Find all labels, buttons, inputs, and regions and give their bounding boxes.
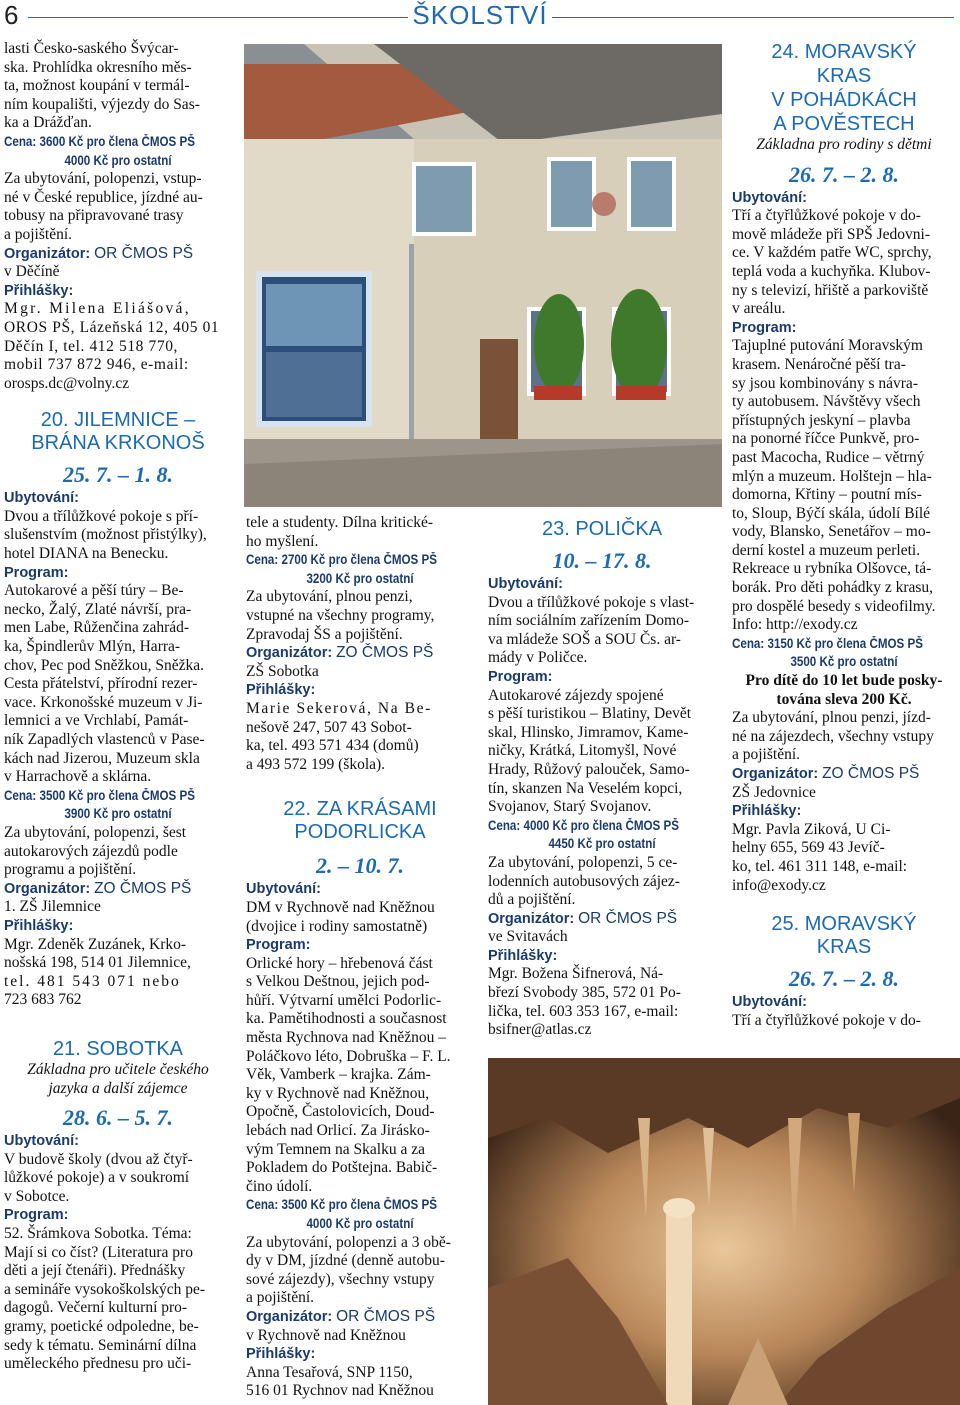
registration-label: Přihlášky: [4, 282, 74, 299]
registration-contact: Mgr. Milena Eliášová, OROS PŠ, Lázeňská 12, 405 01 Děčín I, tel. 412 518 770, mobil 737 872 946, e-mail: orosps.dc@volny.cz [4, 300, 220, 392]
program-text: Tajuplné putování Moravským krasem. Nenáročné pěší tra- sy jsou kombinovány s návra- ty autobusem. Návštěvy všech přístupných jeskyní – plavba na ponorné říčce Punkvě, pro- past Macocha, Rudice – větrný mlýn a muzeum. Holštejn – hla- domorna, Křtiny – poutní mís- to, Sloup, Býčí skála, údolí Bílé vody, Blansko, Senetářov – mo- derní kostel a muzeum perleti. Rekreace u rybníka Olšovce, tá- borák. Pro děti pohádky z krasu, pro dospělé besedy s videofilmy. Info: http://exody.cz [732, 337, 936, 634]
section-20-dates: 25. 7. – 1. 8. [63, 462, 173, 488]
column-2 [246, 514, 474, 1401]
organizer-place: v Děčíně [4, 263, 60, 281]
program-text: Autokarové a pěší túry – Be- necko, Žalý, Zlaté návrší, pra- men Labe, Růženčina zahrád- ka, Špindlerův Mlýn, Harra- chov, Pec pod Sněžkou, Sněžka. Cesta přátelství, přírodní rezer- vace. Krkonošské muzeum v Ji- lemnici a ve Vrchlabí, Památ- ník Zapadlých vlastenců v Pase- kách nad Jizerou, Muzeum skla v Harrachově a sklárna. [4, 582, 205, 786]
price-includes: Za ubytování, polopenzi, šest autokarových zájezdů podle programu a pojištění. [4, 823, 187, 879]
program-text: Orlické hory – hřebenová část s Velkou Deštnou, jejich pod- hůří. Výtvarní umělci Podorlic- ka. Pamětihodnosti a současnost města Rychnova nad Kněžnou – Poláčkovo léto, Dobruška – F. L. Věk, Vamberk – krajka. Zám- ky v Rychnově nad Kněžnou, Opočně, Častolovicích, Doud- lebách nad Orlicí. Za Jirásko- vým Temnem na Skalku a za Pokladem do Potštejna. Babič- čino údolí. [246, 954, 451, 1195]
registration-label: Přihlášky: [246, 1346, 316, 1363]
organizer-place: ZŠ Jedovnice [732, 783, 816, 801]
registration-label: Přihlášky: [4, 917, 74, 934]
price-member: Cena: 2700 Kč pro člena ČMOS PŠ [246, 552, 437, 568]
accommodation-text: Tří a čtyřlůžkové pokoje v do- [732, 1011, 921, 1029]
section-25-dates: 26. 7. – 2. 8. [789, 966, 899, 992]
price-includes: Za ubytování, plnou penzi, jízd- né na zájezdech, všechny vstupy a pojištění. [732, 709, 934, 764]
header-rule-left [28, 17, 408, 18]
program-label: Program: [4, 1207, 69, 1224]
cave-illustration [488, 1058, 960, 1405]
accommodation-label: Ubytování: [4, 490, 79, 507]
price-member: Cena: 3500 Kč pro člena ČMOS PŠ [4, 787, 195, 803]
section-22-dates: 2. – 10. 7. [316, 853, 404, 879]
accommodation-text: Tří a čtyřlůžkové pokoje v do- mově mládeže při SPŠ Jedovni- ce. V každém patře WC, sprchy, teplá voda a kuchyňka. Klubov- ny s televizí, hřiště a parkoviště v areálu. [732, 207, 932, 318]
section-21-subtitle-2: jazyka a další zájemce [48, 1079, 188, 1097]
page-number: 6 [4, 0, 19, 30]
accommodation-label: Ubytování: [732, 994, 807, 1011]
section-21-dates: 28. 6. – 5. 7. [63, 1105, 173, 1131]
column-4 [732, 40, 956, 1030]
organizer-place: ZŠ Sobotka [246, 662, 319, 680]
section-25-title: 25. MORAVSKÝ KRAS [771, 913, 917, 959]
registration-label: Přihlášky: [246, 682, 316, 699]
organizer-place: ve Svitavách [488, 928, 568, 946]
section-23-title: 23. POLIČKA [541, 518, 663, 540]
accommodation-text: DM v Rychnově nad Kněžnou (dvojice i rodiny samostatně) [246, 898, 435, 935]
section-21-title: 21. SOBOTKA [52, 1037, 184, 1060]
house-illustration [244, 44, 722, 507]
price-member: Cena: 4000 Kč pro člena ČMOS PŠ [488, 817, 679, 833]
house-photo [244, 44, 722, 507]
section-24-dates: 26. 7. – 2. 8. [789, 161, 899, 187]
accommodation-text: Dvou a třílůžkové pokoje s vlast- ním sociálním zařízením Domo- va mládeže SOŠ a SOU Čs. ar- mády v Poličce. [488, 593, 695, 667]
registration-label: Přihlášky: [732, 803, 802, 820]
price-other: 3900 Kč pro ostatní [64, 806, 172, 822]
accommodation-label: Ubytování: [4, 1133, 79, 1150]
organizer: Organizátor: OR ČMOS PŠ [488, 909, 678, 927]
registration-contact: Mgr. Pavla Ziková, U Ci- helny 655, 569 43 Jevíč- ko, tel. 461 311 148, e-mail: info@exody.cz [732, 820, 908, 894]
accommodation-label: Ubytování: [732, 189, 807, 206]
program-label: Program: [732, 319, 797, 336]
organizer-place: v Rychnově nad Kněžnou [246, 1326, 406, 1344]
accommodation-text: V budově školy (dvou až čtyř- lůžkové pokoje) a v soukromí v Sobotce. [4, 1150, 193, 1205]
column-3 [488, 514, 716, 1040]
price-includes: Za ubytování, plnou penzi, vstupné na všechny programy, Zpravodaj ŠS a pojištění. [246, 588, 435, 643]
price-includes: Za ubytování, polopenzi, vstup- né v České republice, jízdné au- tobusy na připravované trasy a pojištění. [4, 170, 203, 243]
registration-label: Přihlášky: [488, 947, 558, 964]
section-24-title: 24. MORAVSKÝ KRAS V POHÁDKÁCH A POVĚSTECH [771, 41, 917, 135]
header-rule-right [552, 17, 954, 18]
price-includes: Za ubytování, polopenzi, 5 ce- lodenních autobusových zájez- dů a pojištění. [488, 853, 680, 909]
program-text: Autokarové zájezdy spojené s pěší turistikou – Blatiny, Devět skal, Hlinsko, Jimramov, Kame- ničky, Krátká, Litomyšl, Nové Hrady, Růžový palouček, Samo- tín, skanzen Na Veselém kopci, Svojanov, Starý Svojanov. [488, 686, 692, 816]
section-22-title: 22. ZA KRÁSAMI PODORLICKA [283, 798, 437, 844]
cave-photo [488, 1058, 960, 1405]
registration-contact: Mgr. Zdeněk Zuzánek, Krko- nošská 198, 514 01 Jilemnice, tel. 481 543 071 nebo 723 683 762 [4, 935, 191, 1009]
price-member: Cena: 3150 Kč pro člena ČMOS PŠ [732, 635, 923, 651]
accommodation-label: Ubytování: [246, 881, 321, 898]
section-24-subtitle: Základna pro rodiny s dětmi [756, 136, 932, 153]
program-label: Program: [246, 937, 311, 954]
organizer: Organizátor: OR ČMOS PŠ [4, 244, 194, 262]
section-23-dates: 10. – 17. 8. [552, 548, 652, 573]
child-discount: Pro dítě do 10 let bude posky- tována sleva 200 Kč. [745, 672, 943, 708]
section-20-title: 20. JILEMNICE – BRÁNA KRKONOŠ [31, 409, 205, 455]
price-other: 4450 Kč pro ostatní [548, 836, 656, 852]
accommodation-text: Dvou a třílůžkové pokoje s pří- slušenstvím (možnost přistýlky), hotel DIANA na Benecku. [4, 507, 207, 563]
organizer-place: 1. ZŠ Jilemnice [4, 898, 101, 916]
program-text: 52. Šrámkova Sobotka. Téma: Mají si co číst? (Literatura pro děti a její čtenáři). Přednášky a semináře vysokoškolských pe- dagogů. Večerní kulturní pro- gramy, poetické odpoledne, be- sedy k tématu. Seminární dílna uměleckého přednesu pro uči- [4, 1225, 206, 1373]
program-label: Program: [4, 564, 69, 581]
price-other: 3500 Kč pro ostatní [790, 654, 898, 670]
price-includes: Za ubytování, polopenzi a 3 obě- dy v DM, jízdné (denně autobu- sové zájezdy), všechny vstupy a pojištění. [246, 1233, 451, 1307]
section-21-continued: tele a studenty. Dílna kritické- ho myšlení. [246, 514, 434, 550]
registration-contact: Anna Tesařová, SNP 1150, 516 01 Rychnov nad Kněžnou [246, 1363, 434, 1400]
section-title: ŠKOLSTVÍ [412, 0, 548, 30]
column-1 [4, 40, 232, 1374]
accommodation-label: Ubytování: [488, 576, 563, 592]
price-member: Cena: 3500 Kč pro člena ČMOS PŠ [246, 1197, 437, 1213]
intro-text: lasti Česko-saského Švýcar- ska. Prohlídka okresního měs- ta, možnost koupání v termál- ním koupališti, výjezdy do Sas- ka a Drážďan. [4, 40, 200, 132]
organizer: Organizátor: ZO ČMOS PŠ [246, 644, 434, 662]
price-other: 3200 Kč pro ostatní [306, 570, 414, 586]
organizer: Organizátor: OR ČMOS PŠ [246, 1307, 436, 1325]
price-member: Cena: 3600 Kč pro člena ČMOS PŠ [4, 133, 195, 149]
organizer: Organizátor: ZO ČMOS PŠ [732, 765, 920, 782]
organizer: Organizátor: ZO ČMOS PŠ [4, 879, 192, 897]
registration-contact: Mgr. Božena Šifnerová, Ná- březí Svobody 385, 572 01 Po- lička, tel. 603 353 167, e-mail: bsifner@atlas.cz [488, 965, 681, 1039]
section-21-subtitle: Základna pro učitele českého [27, 1060, 209, 1078]
registration-contact: Marie Sekerová, Na Be- nešově 247, 507 43 Sobot- ka, tel. 493 571 434 (domů) a 493 572 199 (škola). [246, 699, 432, 773]
price-other: 4000 Kč pro ostatní [64, 152, 172, 168]
program-label: Program: [488, 668, 553, 685]
price-other: 4000 Kč pro ostatní [306, 1216, 414, 1231]
